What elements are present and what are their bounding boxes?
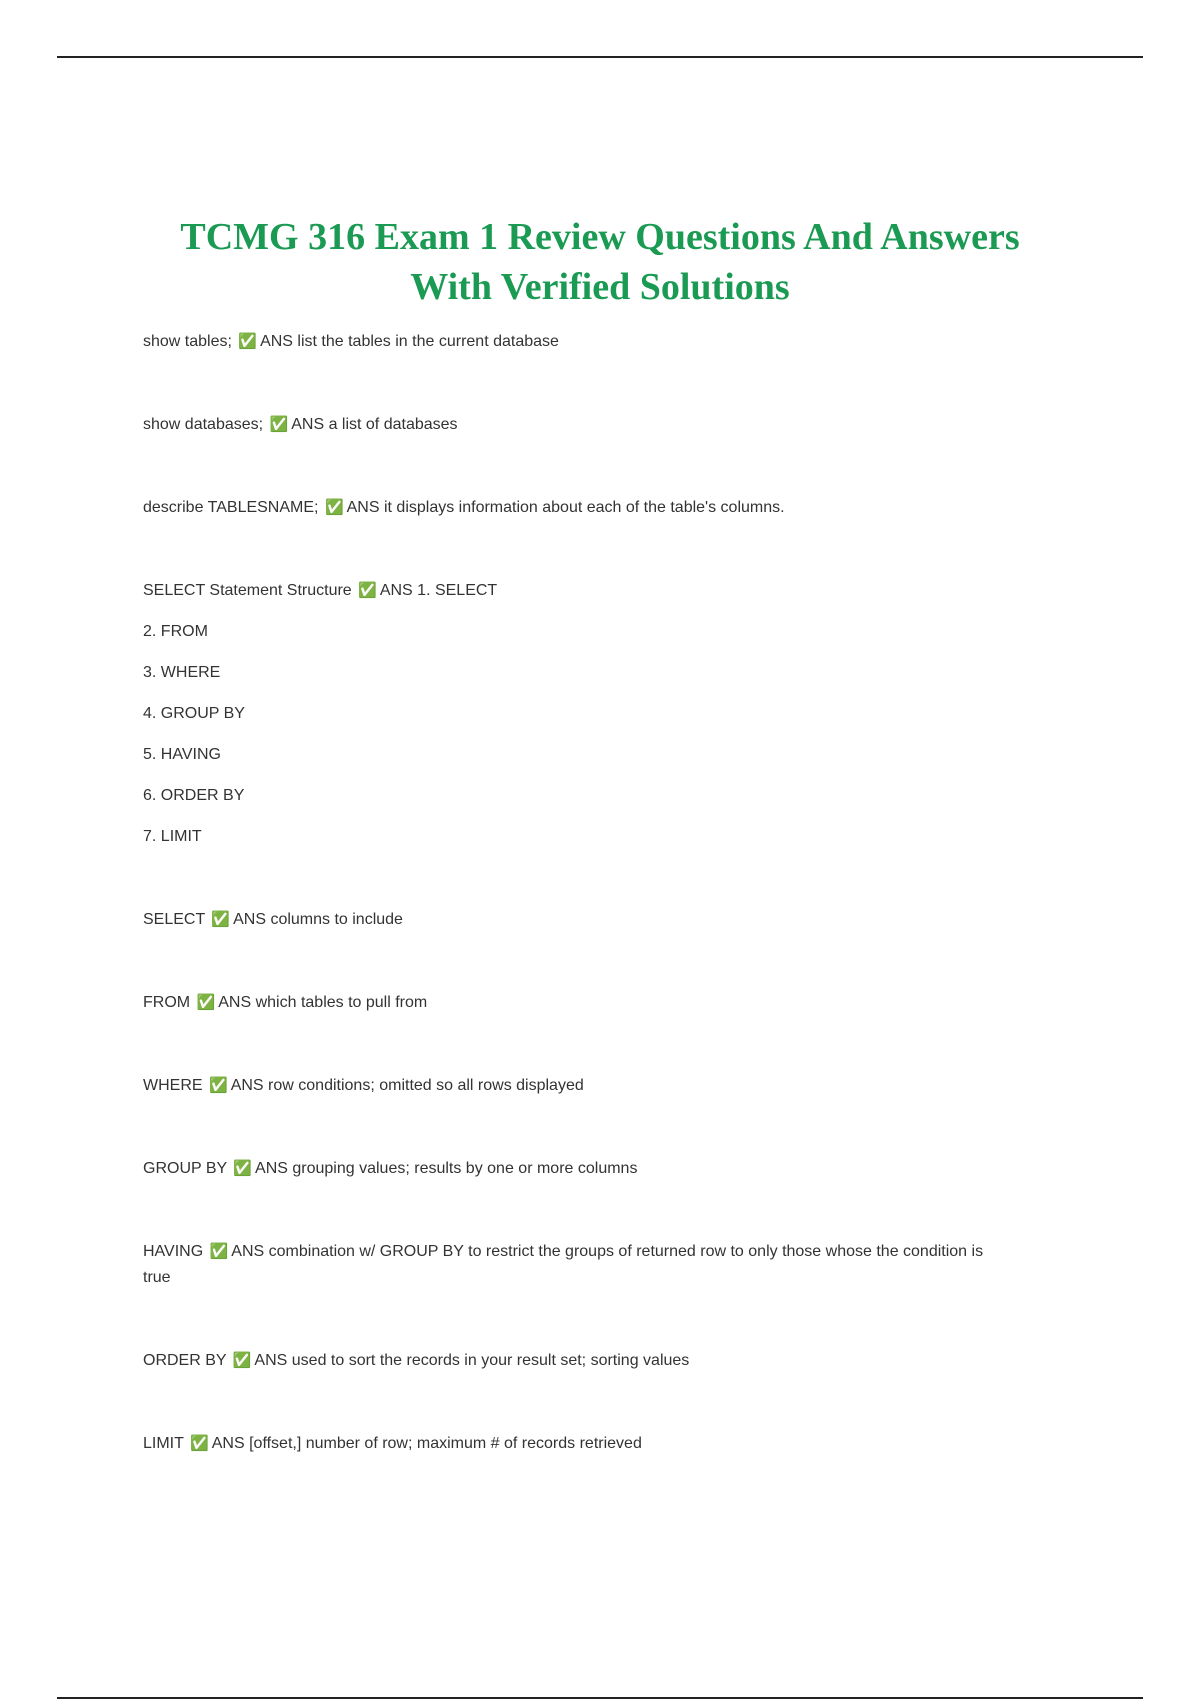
qa-list	[143, 329, 1013, 1457]
check-icon: ✅	[269, 416, 289, 433]
check-icon: ✅	[233, 1160, 253, 1177]
bottom-rule	[57, 1697, 1143, 1699]
question: show tables;	[143, 333, 232, 350]
question: WHERE	[143, 1077, 203, 1094]
question: SELECT Statement Structure	[143, 582, 352, 599]
qa-item	[143, 578, 1013, 604]
answer: ANS which tables to pull from	[218, 994, 428, 1011]
question: describe TABLESNAME;	[143, 499, 319, 516]
top-rule	[57, 56, 1143, 58]
answer: ANS grouping values; results by one or more columns	[255, 1160, 638, 1177]
check-icon: ✅	[232, 1352, 252, 1369]
structure-step: 3. WHERE	[143, 664, 221, 681]
title-line-2: With Verified Solutions	[410, 266, 790, 308]
answer: ANS columns to include	[233, 911, 403, 928]
answer: ANS 1. SELECT	[379, 582, 498, 599]
answer: ANS it displays information about each of the table's columns.	[346, 499, 785, 516]
question: FROM	[143, 994, 191, 1011]
question: SELECT	[143, 911, 205, 928]
question: HAVING	[143, 1243, 204, 1260]
question: ORDER BY	[143, 1352, 227, 1369]
check-icon: ✅	[190, 1435, 209, 1452]
check-icon: ✅	[209, 1077, 228, 1094]
qa-item	[143, 329, 1013, 355]
answer: ANS list the tables in the current database	[260, 333, 559, 350]
question: GROUP BY	[143, 1160, 227, 1177]
qa-item	[143, 1239, 1013, 1291]
structure-step: 2. FROM	[143, 623, 208, 640]
check-icon: ✅	[209, 1243, 229, 1260]
check-icon: ✅	[238, 333, 258, 350]
qa-item	[143, 412, 1013, 438]
title-line-1: TCMG 316 Exam 1 Review Questions And Answers	[180, 216, 1020, 258]
qa-item	[143, 495, 1013, 521]
answer: ANS a list of databases	[291, 416, 458, 433]
structure-step: 4. GROUP BY	[143, 705, 245, 722]
answer: ANS row conditions; omitted so all rows displayed	[230, 1077, 584, 1094]
check-icon: ✅	[211, 911, 231, 928]
qa-item	[143, 907, 1013, 933]
check-icon: ✅	[324, 499, 344, 516]
structure-step: 7. LIMIT	[143, 828, 202, 845]
structure-step: 6. ORDER BY	[143, 787, 245, 804]
qa-item	[143, 1431, 1013, 1457]
check-icon: ✅	[358, 582, 377, 599]
qa-item	[143, 1156, 1013, 1182]
check-icon: ✅	[196, 994, 216, 1011]
answer: ANS used to sort the records in your result set; sorting values	[254, 1352, 690, 1369]
qa-item	[143, 990, 1013, 1016]
document-title	[100, 212, 1100, 312]
qa-item	[143, 1073, 1013, 1099]
structure-step: 5. HAVING	[143, 746, 221, 763]
question: LIMIT	[143, 1435, 184, 1452]
answer: ANS [offset,] number of row; maximum # of records retrieved	[211, 1435, 642, 1452]
question: show databases;	[143, 416, 264, 433]
answer: ANS combination w/ GROUP BY to restrict the groups of returned row to only those whose the condition is true	[143, 1243, 984, 1286]
qa-item	[143, 1348, 1013, 1374]
